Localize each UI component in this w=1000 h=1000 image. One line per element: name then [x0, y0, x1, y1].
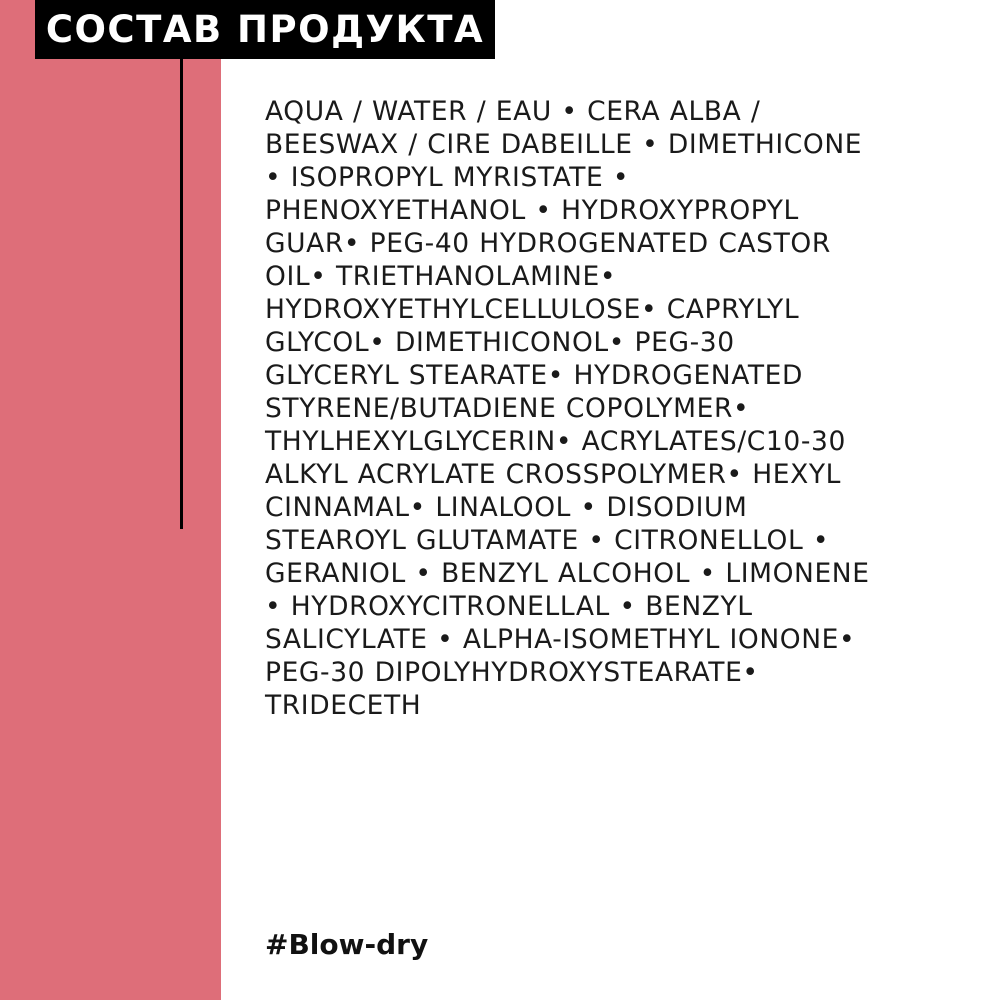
ingredients-line: • HYDROXYCITRONELLAL • BENZYL	[265, 591, 753, 622]
side-color-band	[0, 0, 221, 1000]
hashtag-label: #Blow-dry	[265, 928, 429, 961]
title-banner	[35, 0, 495, 59]
ingredients-line: GUAR• PEG-40 HYDROGENATED CASTOR	[265, 228, 831, 259]
ingredients-line: GERANIOL • BENZYL ALCOHOL • LIMONENE	[265, 558, 870, 589]
ingredients-line: PEG-30 DIPOLYHYDROXYSTEARATE•	[265, 657, 759, 688]
ingredients-line: CINNAMAL• LINALOOL • DISODIUM	[265, 492, 748, 523]
ingredients-line: STYRENE/BUTADIENE COPOLYMER•	[265, 393, 750, 424]
ingredients-line: GLYCOL• DIMETHICONOL• PEG-30	[265, 327, 735, 358]
ingredients-line: GLYCERYL STEARATE• HYDROGENATED	[265, 360, 804, 391]
ingredients-list	[265, 95, 970, 722]
ingredients-line: • ISOPROPYL MYRISTATE •	[265, 162, 630, 193]
ingredients-line: STEAROYL GLUTAMATE • CITRONELLOL •	[265, 525, 830, 556]
ingredients-line: THYLHEXYLGLYCERIN• ACRYLATES/C10-30	[265, 426, 846, 457]
ingredients-line: OIL• TRIETHANOLAMINE•	[265, 261, 617, 292]
page-title: СОСТАВ ПРОДУКТА	[45, 8, 485, 51]
ingredients-line: TRIDECETH	[265, 690, 422, 721]
ingredients-line: ALKYL ACRYLATE CROSSPOLYMER• HEXYL	[265, 459, 842, 490]
ingredients-line: BEESWAX / CIRE DABEILLE • DIMETHICONE	[265, 129, 863, 160]
vertical-divider	[180, 59, 183, 529]
ingredients-line: PHENOXYETHANOL • HYDROXYPROPYL	[265, 195, 799, 226]
ingredients-line: HYDROXYETHYLCELLULOSE• CAPRYLYL	[265, 294, 800, 325]
ingredients-line: SALICYLATE • ALPHA-ISOMETHYL IONONE•	[265, 624, 856, 655]
ingredients-line: AQUA / WATER / EAU • CERA ALBA /	[265, 96, 761, 127]
